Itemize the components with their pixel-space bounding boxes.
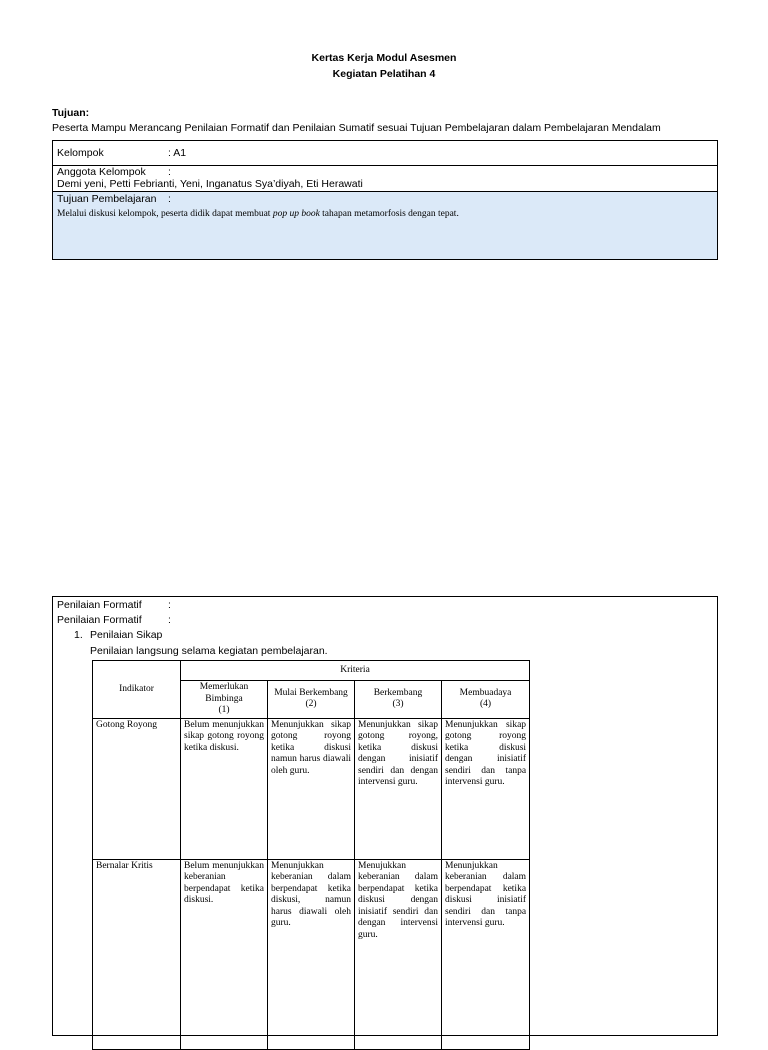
tp-text (57, 209, 459, 219)
kriteria-cell: Menunjukkan sikap gotong royong, ketika diskusi dengan inisiatif sendiri dan dengan intervensi guru. (355, 718, 442, 859)
tp-text-part1: Melalui diskusi kelompok, peserta didik dapat membuat (57, 209, 273, 219)
anggota-colon: : (168, 166, 171, 178)
level-header (268, 681, 355, 719)
level-number: (3) (392, 699, 404, 710)
level-header (181, 681, 268, 719)
formatif-label-2: Penilaian Formatif (57, 614, 142, 626)
document-title: Kertas Kerja Modul Asesmen (311, 52, 457, 64)
level-number: (4) (479, 699, 492, 710)
kelompok-label: Kelompok (57, 147, 104, 159)
tp-text-italic: pop up book (272, 209, 320, 219)
rubric-table (92, 660, 530, 1050)
level-number: (2) (305, 699, 317, 710)
document-subtitle: Kegiatan Pelatihan 4 (332, 68, 436, 80)
tujuan-text: Peserta Mampu Merancang Penilaian Formatif dan Penilaian Sumatif sesuai Tujuan Pembelajaran dalam Pembelajaran Mendalam (52, 122, 661, 134)
indikator-cell: Bernalar Kritis (93, 859, 181, 1049)
kriteria-cell: Menunjukkan sikap gotong royong ketika diskusi dengan inisiatif sendiri dan tanpa intervensi guru. (442, 718, 530, 859)
formatif-colon-1: : (168, 599, 171, 611)
group-info-box (52, 140, 718, 260)
indikator-cell: Gotong Royong (93, 718, 181, 859)
kriteria-cell: Menujukkan keberanian dalam berpendapat ketika diskusi dengan inisiatif sendiri dan dengan intervensi guru. (355, 859, 442, 1049)
indikator-header: Indikator (93, 661, 181, 719)
kriteria-cell: Menunjukkan keberanian dalam berpendapat ketika diskusi, namun harus diawali oleh guru. (268, 859, 355, 1049)
kriteria-cell: Menunjukkan sikap gotong royong ketika diskusi namun harus diawali oleh guru. (268, 718, 355, 859)
anggota-value: Demi yeni, Petti Febrianti, Yeni, Inganatus Sya’diyah, Eti Herawati (57, 178, 363, 190)
formatif-colon-2: : (168, 614, 171, 626)
tujuan-heading: Tujuan: (52, 107, 90, 119)
level-header (355, 681, 442, 719)
kriteria-header: Kriteria (181, 661, 530, 681)
kelompok-row (53, 141, 717, 166)
anggota-label: Anggota Kelompok (57, 166, 146, 178)
kelompok-value: : A1 (168, 147, 187, 159)
kriteria-cell: Menunjukkan keberanian dalam berpendapat ketika diskusi inisiatif sendiri dan tanpa intervensi guru. (442, 859, 530, 1049)
tp-colon: : (168, 193, 171, 205)
item-number: 1. (74, 629, 83, 641)
table-row (93, 718, 530, 859)
level-name: Berkembang (373, 687, 423, 698)
table-row (93, 859, 530, 1049)
item-title: Penilaian Sikap (90, 629, 163, 641)
item-description: Penilaian langsung selama kegiatan pembelajaran. (90, 645, 328, 657)
anggota-row (53, 166, 717, 192)
table-header-row (93, 661, 530, 681)
level-name: Mulai Berkembang (274, 687, 348, 698)
level-header (442, 681, 530, 719)
kriteria-cell: Belum menunjukkan sikap gotong royong ketika diskusi. (181, 718, 268, 859)
tujuan-pembelajaran-row (53, 192, 717, 259)
kriteria-cell: Belum menunjukkan keberanian berpendapat ketika diskusi. (181, 859, 268, 1049)
tp-label: Tujuan Pembelajaran (57, 193, 157, 205)
level-name: Memerlukan Bimbinga (199, 682, 249, 704)
formatif-label-1: Penilaian Formatif (57, 599, 142, 611)
tp-text-part2: tahapan metamorfosis dengan tepat. (319, 209, 459, 219)
level-number: (1) (218, 705, 230, 715)
level-name: Membuadaya (459, 687, 512, 698)
